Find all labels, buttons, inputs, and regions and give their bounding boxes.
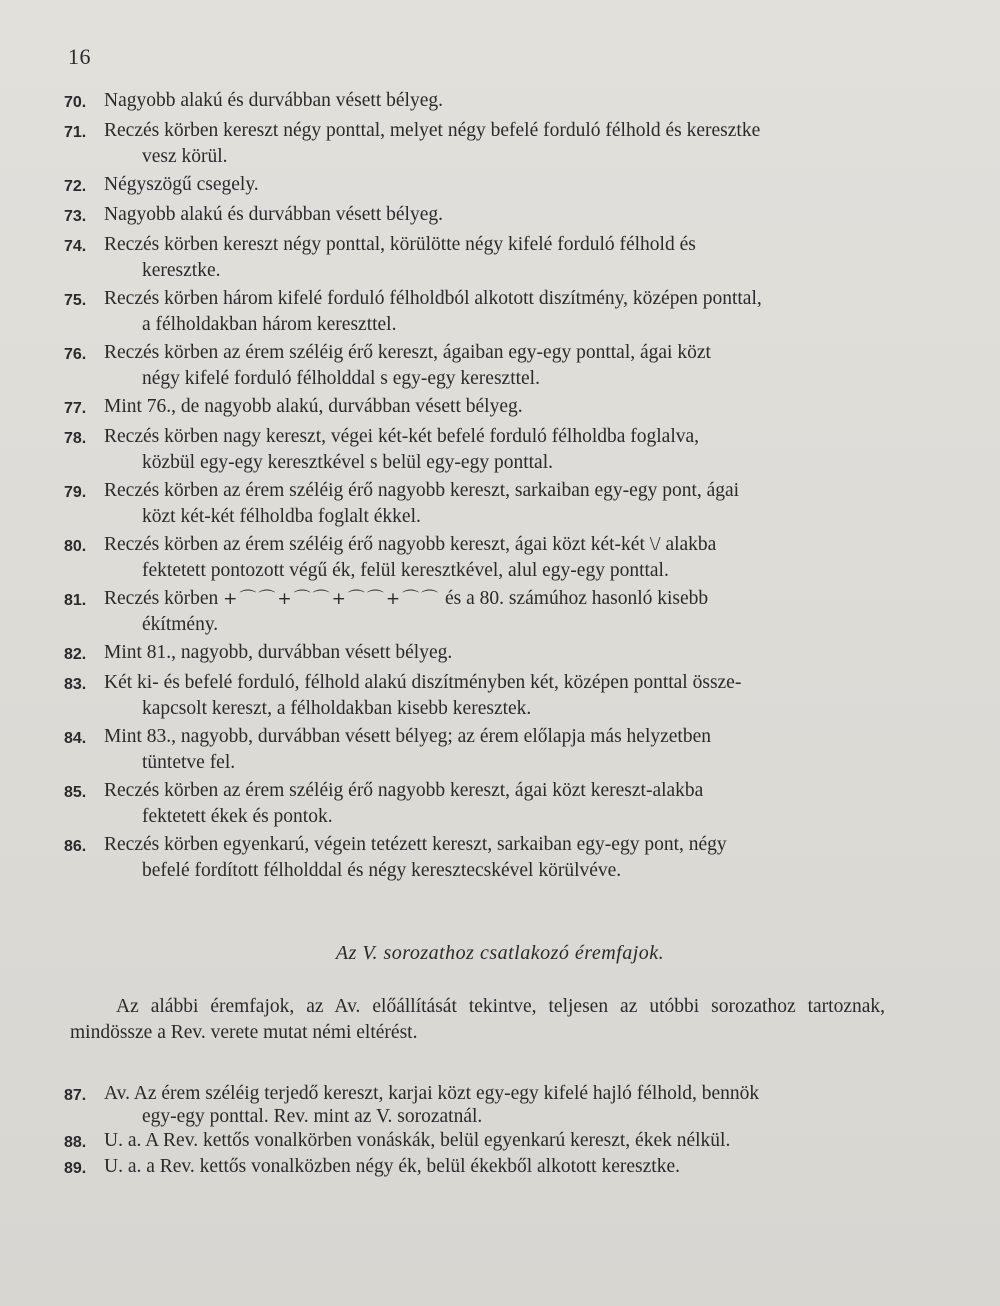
entry-line: Reczés körben az érem széléig érő nagyobb kereszt, sarkaiban egy-egy pont, ágai (104, 480, 740, 501)
entry-line-after: és a 80. számúhoz hasonló kisebb (444, 588, 709, 609)
list-item (64, 478, 904, 530)
entry-number: 87. (64, 1087, 87, 1104)
entry-line: Nagyobb alakú és durvábban vésett bélyeg. (104, 90, 443, 111)
entry-continuation: a félholdakban három kereszttel. (142, 314, 397, 335)
section-heading: Az V. sorozathoz csatlakozó éremfajok. (335, 942, 665, 964)
entry-number: 85. (64, 784, 87, 801)
entry-text (104, 232, 904, 284)
entry-continuation: négy kifelé forduló félholddal s egy-egy kereszttel. (142, 368, 540, 389)
list-item (64, 88, 904, 116)
entry-number: 84. (64, 730, 87, 747)
entry-number: 73. (64, 208, 87, 225)
list-item (64, 832, 904, 884)
entry-text (104, 586, 904, 638)
entry-continuation: fektetett pontozott végű ék, felül keresztkével, alul egy-egy ponttal. (142, 560, 669, 581)
entry-number: 88. (64, 1134, 87, 1151)
cross-crescent-ornament: +⌒⌒+⌒⌒+⌒⌒+⌒⌒ (223, 589, 441, 609)
entry-text (104, 670, 904, 722)
entry-number: 75. (64, 292, 87, 309)
entry-line: Mint 81., nagyobb, durvábban vésett bélyeg. (104, 642, 453, 663)
entry-continuation: vesz körül. (142, 146, 228, 167)
entry-line: Reczés körben egyenkarú, végein tetézett kereszt, sarkaiban egy-egy pont, négy (104, 834, 727, 855)
list-item (64, 202, 904, 230)
entry-continuation: befelé fordított félholddal és négy keresztecskével körülvéve. (142, 860, 622, 881)
entry-list-2 (64, 1082, 904, 1181)
entry-number: 78. (64, 430, 87, 447)
entry-text (104, 202, 904, 230)
list-item (64, 670, 904, 722)
entry-text (104, 832, 904, 884)
list-item (64, 724, 904, 776)
entry-text (104, 394, 904, 422)
entry-number: 76. (64, 346, 87, 363)
entry-number: 82. (64, 646, 87, 663)
entry-text (104, 1082, 904, 1128)
entry-list (64, 88, 904, 886)
entry-text (104, 1129, 904, 1154)
entry-text (104, 778, 904, 830)
entry-number: 89. (64, 1160, 87, 1177)
entry-line: Reczés körben három kifelé forduló félholdból alkotott diszítmény, középen ponttal, (104, 288, 762, 309)
entry-continuation: egy-egy ponttal. Rev. mint az V. sorozatnál. (142, 1106, 483, 1127)
entry-continuation: közbül egy-egy keresztkével s belül egy-egy ponttal. (142, 452, 553, 473)
entry-number: 81. (64, 592, 87, 609)
entry-line: Mint 76., de nagyobb alakú, durvábban vésett bélyeg. (104, 396, 523, 417)
list-item (64, 286, 904, 338)
list-item (64, 424, 904, 476)
entry-text (104, 118, 904, 170)
entry-number: 80. (64, 538, 87, 555)
entry-number: 79. (64, 484, 87, 501)
entry-continuation: kapcsolt kereszt, a félholdakban kisebb keresztek. (142, 698, 532, 719)
entry-line: Négyszögű csegely. (104, 174, 259, 195)
page-number: 16 (68, 44, 91, 69)
entry-line: Reczés körben az érem széléig érő nagyobb kereszt, ágai közt kereszt-alakba (104, 780, 704, 801)
entry-text (104, 478, 904, 530)
entry-number: 72. (64, 178, 87, 195)
entry-text (104, 88, 904, 116)
entry-continuation: fektetett ékek és pontok. (142, 806, 333, 827)
entry-number: 77. (64, 400, 87, 417)
list-item (64, 586, 904, 638)
entry-line: U. a. A Rev. kettős vonalkörben vonáskák, belül egyenkarú kereszt, ékek nélkül. (104, 1130, 731, 1151)
entry-line: Mint 83., nagyobb, durvábban vésett bélyeg; az érem előlapja más helyzetben (104, 726, 712, 747)
entry-text (104, 1155, 904, 1180)
list-item (64, 340, 904, 392)
entry-line: Reczés körben az érem széléig érő kereszt, ágaiban egy-egy ponttal, ágai közt (104, 342, 711, 363)
entry-number: 74. (64, 238, 87, 255)
list-item (64, 1155, 904, 1180)
entry-text (104, 424, 904, 476)
entry-number: 83. (64, 676, 87, 693)
entry-text (104, 172, 904, 200)
entry-line: Reczés körben (104, 588, 219, 609)
list-item (64, 532, 904, 584)
entry-line: U. a. a Rev. kettős vonalközben négy ék, belül ékekből alkotott keresztke. (104, 1156, 680, 1177)
list-item (64, 172, 904, 200)
list-item (64, 778, 904, 830)
entry-continuation: keresztke. (142, 260, 221, 281)
entry-line: Nagyobb alakú és durvábban vésett bélyeg. (104, 204, 443, 225)
list-item (64, 640, 904, 668)
list-item (64, 118, 904, 170)
entry-text (104, 286, 904, 338)
entry-line: Reczés körben kereszt négy ponttal, körülötte négy kifelé forduló félhold és (104, 234, 696, 255)
entry-line: Két ki- és befelé forduló, félhold alakú diszítményben két, középen ponttal össze- (104, 672, 742, 693)
entry-continuation: közt két-két félholdba foglalt ékkel. (142, 506, 421, 527)
list-item (64, 394, 904, 422)
list-item (64, 1129, 904, 1154)
entry-continuation: tüntetve fel. (142, 752, 236, 773)
entry-number: 86. (64, 838, 87, 855)
entry-number: 70. (64, 94, 87, 111)
list-item (64, 232, 904, 284)
entry-text (104, 640, 904, 668)
entry-text (104, 532, 904, 584)
entry-line: Reczés körben nagy kereszt, végei két-két befelé forduló félholdba foglalva, (104, 426, 700, 447)
section-intro-paragraph: Az alábbi éremfajok, az Av. előállítását tekintve, teljesen az utóbbi sorozathoz tartoznak, mindössze a Rev. verete mutat némi eltérést. (70, 996, 885, 1043)
entry-text (104, 340, 904, 392)
entry-line: Reczés körben az érem széléig érő nagyobb kereszt, ágai közt két-két \/ alakba (104, 534, 717, 555)
entry-text (104, 724, 904, 776)
entry-line: Av. Az érem széléig terjedő kereszt, karjai közt egy-egy kifelé hajló félhold, bennök (104, 1083, 760, 1104)
list-item (64, 1082, 904, 1128)
entry-continuation: ékítmény. (142, 614, 219, 635)
entry-line: Reczés körben kereszt négy ponttal, melyet négy befelé forduló félhold és keresztke (104, 120, 761, 141)
entry-number: 71. (64, 124, 87, 141)
